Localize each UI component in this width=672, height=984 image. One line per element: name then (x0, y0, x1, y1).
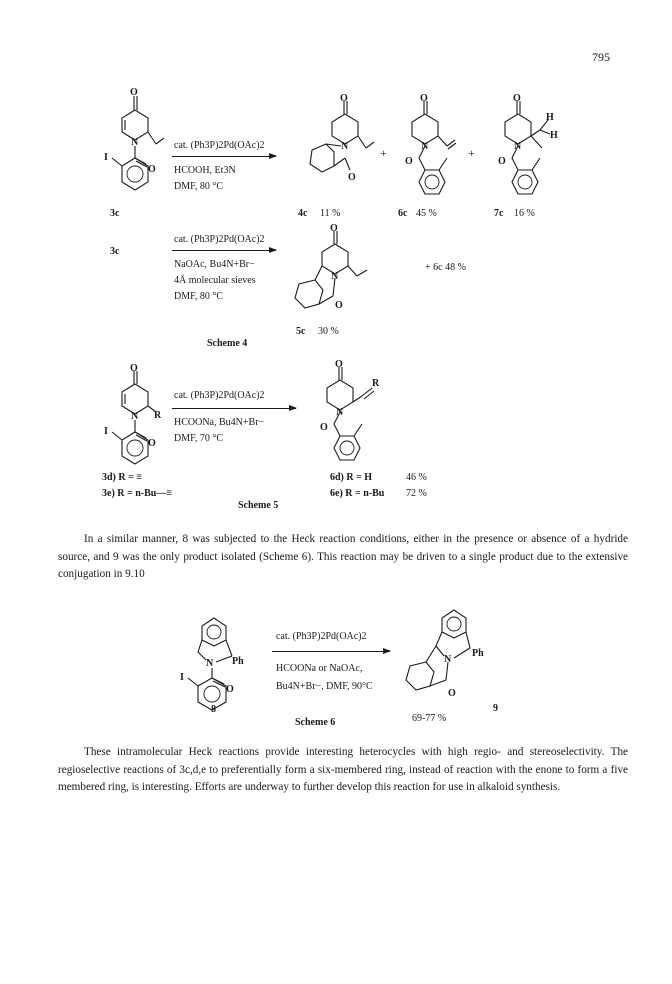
page-number: 795 (592, 50, 610, 64)
structure-9 (398, 606, 508, 716)
structure-3c (100, 88, 180, 198)
scheme4-caption: Scheme 4 (207, 338, 248, 349)
svg-text:N: N (131, 137, 139, 148)
label-6c: 6c (398, 208, 408, 219)
structure-6de (310, 359, 400, 472)
svg-text:I: I (180, 672, 184, 683)
reagent-solvent: DMF, 80 °C (174, 181, 224, 192)
reaction-arrow (172, 250, 276, 251)
svg-text:N: N (336, 407, 344, 418)
label-7c: 7c (494, 208, 504, 219)
svg-text:O: O (130, 363, 138, 374)
svg-text:O: O (340, 93, 348, 104)
svg-text:O: O (348, 172, 356, 183)
label-3c: 3c (110, 208, 120, 219)
svg-text:N: N (341, 141, 349, 152)
label-5c: 5c (296, 326, 306, 337)
reagent-catalyst: cat. (Ph3P)2Pd(OAc)2 (276, 631, 367, 642)
label-3c-second: 3c (110, 246, 120, 257)
svg-text:O: O (335, 300, 343, 311)
svg-text:O: O (320, 422, 328, 433)
svg-text:O: O (226, 684, 234, 695)
svg-text:I: I (104, 152, 108, 163)
structure-3de (100, 363, 180, 476)
svg-text:Ph: Ph (232, 656, 244, 667)
reagent-catalyst: cat. (Ph3P)2Pd(OAc)2 (174, 140, 265, 151)
reagent-naoac: NaOAc, Bu4N+Br− (174, 259, 255, 270)
svg-text:O: O (420, 93, 428, 104)
svg-text:N: N (206, 658, 214, 669)
svg-text:R: R (372, 378, 380, 389)
svg-text:H: H (546, 112, 554, 123)
reaction-arrow (172, 408, 296, 409)
reagent-solvent: DMF, 80 °C (174, 291, 224, 302)
svg-text:O: O (448, 688, 456, 699)
label-4c: 4c (298, 208, 308, 219)
yield-6d: 46 % (406, 472, 427, 483)
svg-text:R: R (154, 410, 162, 421)
product-6e: 6e) R = n-Bu (330, 488, 385, 499)
reagent-hcoona: HCOONa, Bu4N+Br− (174, 417, 265, 428)
substituent-3d: 3d) R = ≡ (102, 472, 143, 483)
svg-text:O: O (498, 156, 506, 167)
product-6d: 6d) R = H (330, 472, 373, 483)
svg-text:O: O (513, 93, 521, 104)
plus-sign: + (468, 146, 475, 160)
reaction-arrow (172, 156, 276, 157)
plus-sign: + (380, 146, 387, 160)
svg-text:H: H (550, 130, 558, 141)
reagent-sieves: 4Å molecular sieves (174, 275, 256, 286)
structure-7c (488, 93, 568, 206)
structure-4c (300, 93, 380, 196)
yield-9: 69-77 % (412, 713, 447, 724)
paragraph-1: In a similar manner, 8 was subjected to the Heck reaction conditions, either in the presence or absence of a hydride source, and 9 was the only product isolated (Scheme 6). This reaction may be driven to a single product due to the extensive conjugation in 9.10 (58, 533, 628, 580)
paragraph-2: These intramolecular Heck reactions provide interesting heterocycles with high regio- and stereoselectivity. The regioselective reactions of 3c,d,e to preferentially form a six-membered ring, instead of reaction with the enone to form a five membered ring, is interesting. Efforts are underway to further develop this reaction for use in alkaloid synthesis. (58, 746, 628, 793)
yield-6c: 45 % (416, 208, 437, 219)
svg-text:N: N (331, 271, 339, 282)
structure-6c (395, 93, 465, 206)
svg-text:O: O (148, 164, 156, 175)
reagent-catalyst: cat. (Ph3P)2Pd(OAc)2 (174, 234, 265, 245)
yield-6e: 72 % (406, 488, 427, 499)
label-9: 9 (493, 703, 498, 714)
svg-text:O: O (330, 223, 338, 234)
structure-5c (285, 223, 375, 326)
label-8: 8 (211, 704, 216, 715)
reagent-base: HCOONa or NaOAc, (276, 663, 363, 674)
yield-4c: 11 % (320, 208, 341, 219)
svg-text:N: N (421, 141, 429, 152)
yield-5c: 30 % (318, 326, 339, 337)
svg-text:N: N (131, 411, 139, 422)
reagent-conditions: Bu4N+Br−, DMF, 90°C (276, 681, 373, 692)
reaction-arrow (272, 651, 390, 652)
svg-text:O: O (130, 87, 138, 98)
structure-8 (176, 612, 266, 722)
substituent-3e: 3e) R = n-Bu—≡ (102, 488, 173, 499)
scheme6-caption: Scheme 6 (295, 717, 336, 728)
svg-text:O: O (335, 359, 343, 370)
scheme5-caption: Scheme 5 (238, 500, 279, 511)
svg-text:Ph: Ph (472, 648, 484, 659)
yield-7c: 16 % (514, 208, 535, 219)
reagent-solvent: DMF, 70 °C (174, 433, 224, 444)
svg-text:I: I (104, 426, 108, 437)
svg-text:N: N (444, 654, 452, 665)
svg-text:N: N (514, 141, 522, 152)
svg-text:O: O (148, 438, 156, 449)
svg-text:O: O (405, 156, 413, 167)
reagent-hcooh: HCOOH, Et3N (174, 165, 236, 176)
extra-product-6c: + 6c 48 % (425, 262, 466, 273)
reagent-catalyst: cat. (Ph3P)2Pd(OAc)2 (174, 390, 265, 401)
